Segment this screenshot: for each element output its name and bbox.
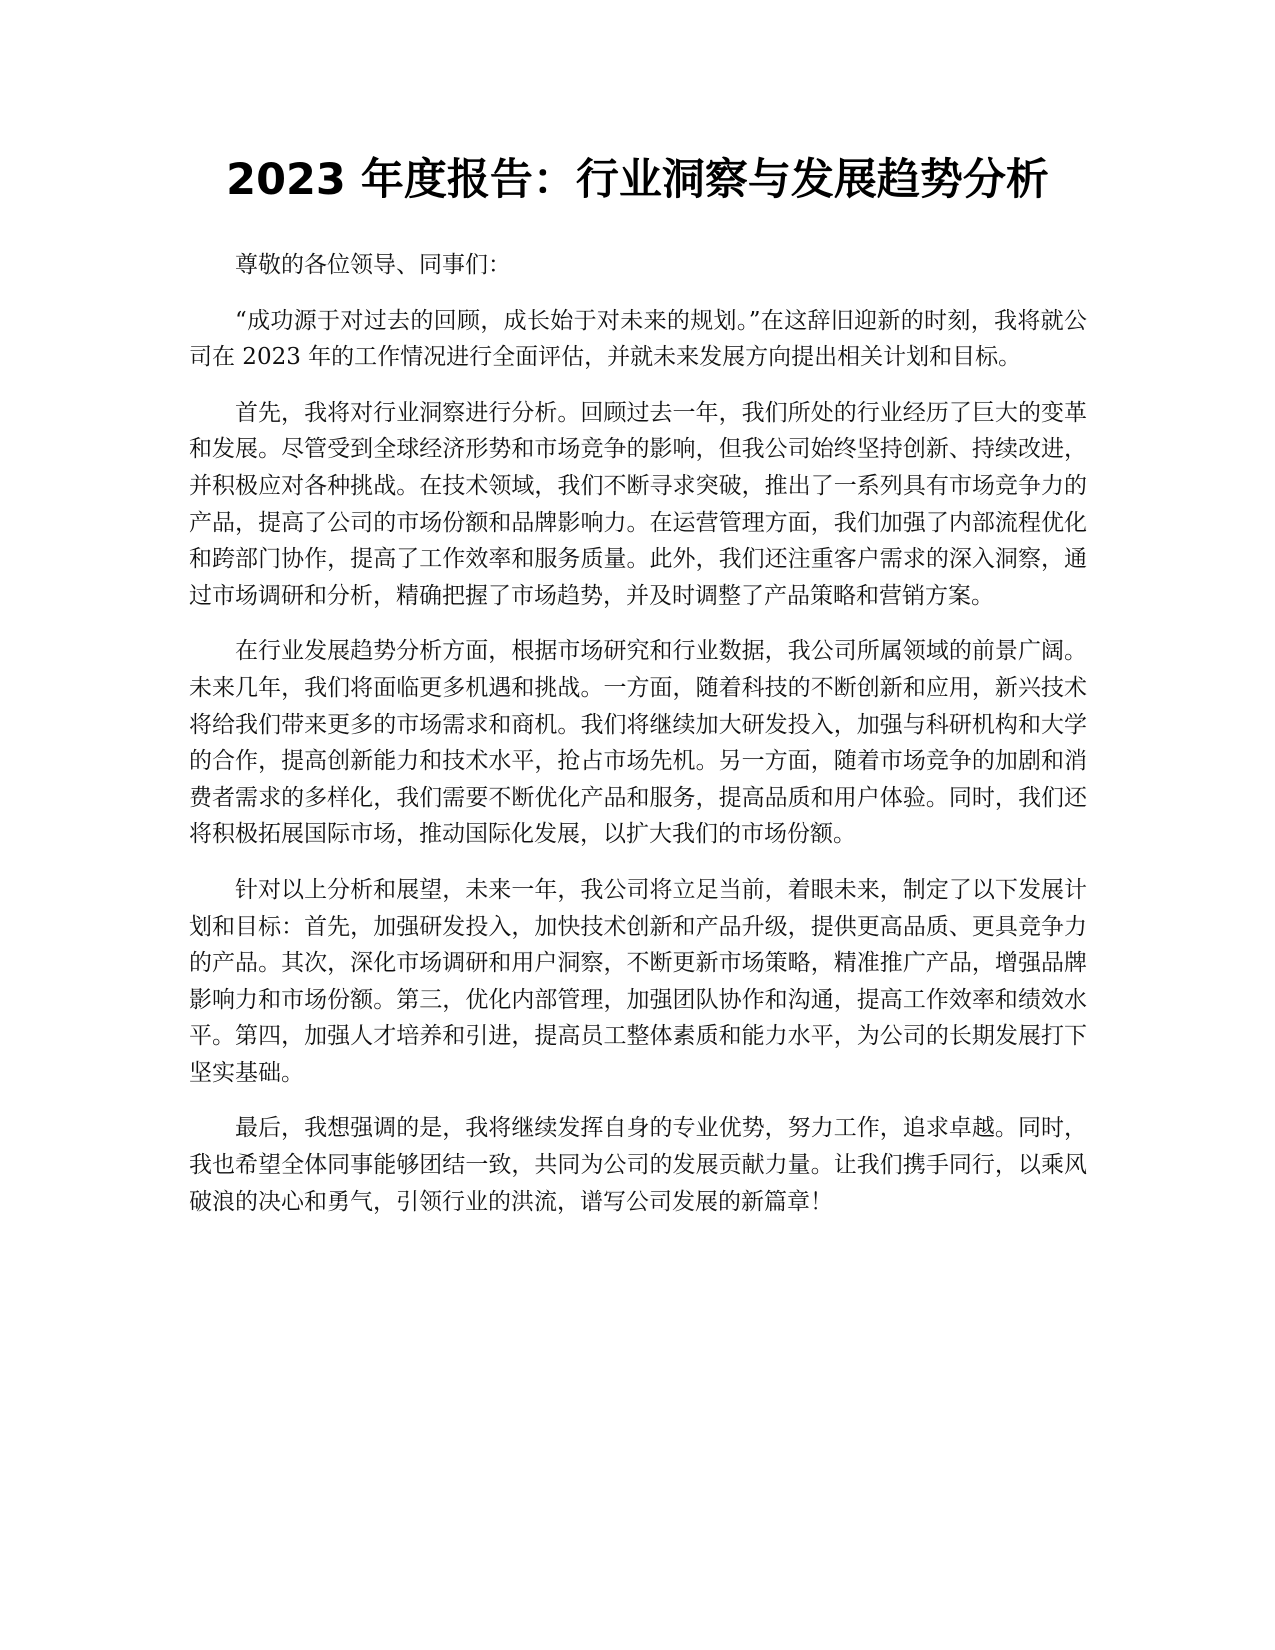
paragraph-closing: 最后，我想强调的是，我将继续发挥自身的专业优势，努力工作，追求卓越。同时，我也希望全体同事能够团结一致，共同为公司的发展贡献力量。让我们携手同行，以乘风破浪的决心和勇气，引领行业的洪流，谱写公司发展的新篇章！ xyxy=(189,1115,1087,1215)
paragraph-intro: “成功源于对过去的回顾，成长始于对未来的规划。”在这辞旧迎新的时刻，我将就公司在 2023 年的工作情况进行全面评估，并就未来发展方向提出相关计划和目标。 xyxy=(189,307,1087,371)
greeting: 尊敬的各位领导、同事们： xyxy=(235,252,511,278)
paragraph-plans-goals: 针对以上分析和展望，未来一年，我公司将立足当前，着眼未来，制定了以下发展计划和目标：首先，加强研发投入，加快技术创新和产品升级，提供更高品质、更具竞争力的产品。其次，深化市场调研和用户洞察，不断更新市场策略，精准推广产品，增强品牌影响力和市场份额。第三，优化内部管理，加强团队协作和沟通，提高工作效率和绩效水平。第四，加强人才培养和引进，提高员工整体素质和能力水平，为公司的长期发展打下坚实基础。 xyxy=(189,876,1087,1086)
paragraph-development-trends: 在行业发展趋势分析方面，根据市场研究和行业数据，我公司所属领域的前景广阔。未来几年，我们将面临更多机遇和挑战。一方面，随着科技的不断创新和应用，新兴技术将给我们带来更多的市场需求和商机。我们将继续加大研发投入，加强与科研机构和大学的合作，提高创新能力和技术水平，抢占市场先机。另一方面，随着市场竞争的加剧和消费者需求的多样化，我们需要不断优化产品和服务，提高品质和用户体验。同时，我们还将积极拓展国际市场，推动国际化发展，以扩大我们的市场份额。 xyxy=(189,638,1087,848)
paragraph-industry-insight: 首先，我将对行业洞察进行分析。回顾过去一年，我们所处的行业经历了巨大的变革和发展。尽管受到全球经济形势和市场竞争的影响，但我公司始终坚持创新、持续改进，并积极应对各种挑战。在技术领域，我们不断寻求突破，推出了一系列具有市场竞争力的产品，提高了公司的市场份额和品牌影响力。在运营管理方面，我们加强了内部流程优化和跨部门协作，提高了工作效率和服务质量。此外，我们还注重客户需求的深入洞察，通过市场调研和分析，精确把握了市场趋势，并及时调整了产品策略和营销方案。 xyxy=(189,399,1087,609)
document-body xyxy=(189,247,1087,1239)
document-title: 2023 年度报告：行业洞察与发展趋势分析 xyxy=(226,155,1049,205)
